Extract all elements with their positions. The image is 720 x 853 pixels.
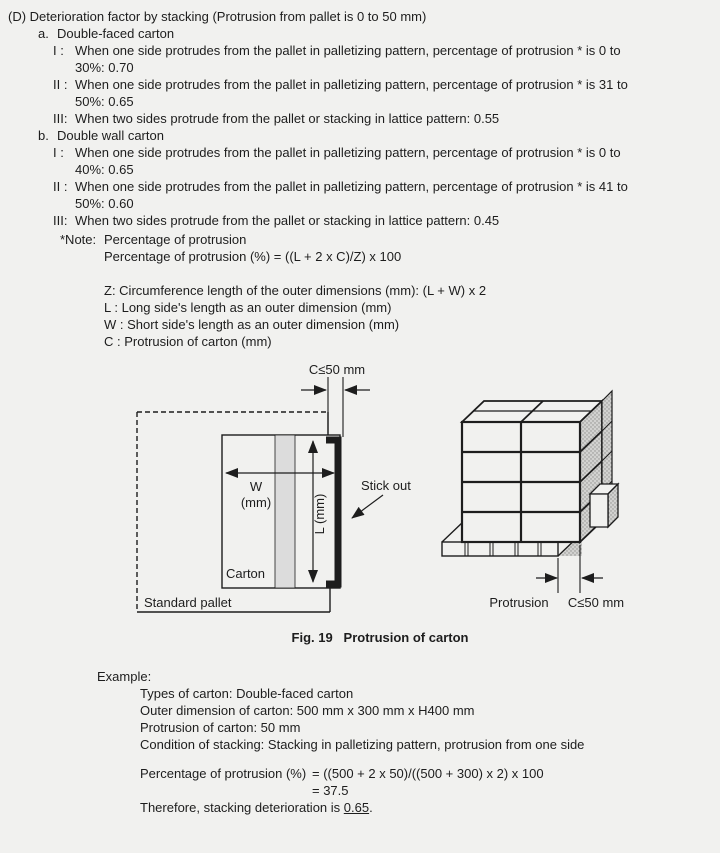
item-b-title: Double wall carton [57, 128, 164, 143]
w-unit-label: (mm) [240, 495, 272, 510]
example-lines [140, 685, 697, 753]
note-label: *Note: [60, 232, 97, 247]
clause-a3-line1: When two sides protrude from the pallet or stacking in lattice pattern: 0.55 [75, 111, 500, 126]
clause-b3-num: III: [53, 213, 68, 228]
example-line-protrusion: Protrusion of carton: 50 mm [140, 720, 301, 735]
clause-a1-line1: When one side protrudes from the pallet in palletizing pattern, percentage of protrusion * is 0 to [75, 43, 621, 58]
clause-a3-text [75, 110, 712, 127]
example-line-condition: Condition of stacking: Stacking in palletizing pattern, protrusion from one side [140, 737, 585, 752]
pallet-left-diagonal [442, 521, 464, 542]
standard-pallet-label: Standard pallet [144, 595, 232, 610]
clause-a1 [53, 42, 712, 76]
clause-a2-line2: 50%: 0.65 [75, 94, 134, 109]
clause-b1-text [75, 144, 712, 178]
section-d-heading: (D) Deterioration factor by stacking (Protrusion from pallet is 0 to 50 mm) [8, 9, 427, 24]
carton-stripe [275, 435, 295, 588]
clause-b1-line2: 40%: 0.65 [75, 162, 134, 177]
stickout-pointer-arrow [352, 495, 383, 518]
protruding-box-front [590, 494, 608, 527]
protrusion-label: Protrusion [489, 595, 549, 610]
l-label: L (mm) [312, 493, 327, 535]
clause-a1-num: I : [53, 43, 64, 58]
example-line-types: Types of carton: Double-faced carton [140, 686, 354, 701]
clause-b1-line1: When one side protrudes from the pallet in palletizing pattern, percentage of protrusion * is 0 to [75, 145, 621, 160]
clause-a3 [53, 110, 712, 127]
calc-label: Percentage of protrusion (%) [140, 766, 307, 781]
item-a-heading [0, 25, 712, 42]
note-def-w: W : Short side's length as an outer dimension (mm) [104, 317, 400, 332]
clause-b2-num: II : [53, 179, 68, 194]
clause-a1-text [75, 42, 712, 76]
conclusion-value: 0.65 [343, 800, 370, 815]
clause-a2-num: II : [53, 77, 68, 92]
clause-a1-line2: 30%: 0.70 [75, 60, 134, 75]
calc-row-1 [140, 765, 697, 782]
note-def-c: C : Protrusion of carton (mm) [104, 334, 272, 349]
clause-b2-text [75, 178, 712, 212]
carton-label: Carton [226, 566, 266, 581]
calc-label-spacer [140, 782, 312, 799]
figure-19 [0, 355, 720, 624]
clause-b1 [53, 144, 712, 178]
note-def-z: Z: Circumference length of the outer dimensions (mm): (L + W) x 2 [104, 283, 487, 298]
note-block [60, 231, 486, 350]
note-def-l: L : Long side's length as an outer dimension (mm) [104, 300, 392, 315]
calc-result: = 37.5 [312, 783, 349, 798]
figure-caption: Fig. 19 Protrusion of carton [291, 630, 469, 645]
item-b-label: b. [38, 128, 49, 143]
isometric-stack-diagram [442, 391, 618, 593]
stickout-wall [326, 440, 338, 584]
note-spacer [104, 265, 486, 282]
stickout-label: Stick out [361, 478, 411, 493]
clause-b3-line1: When two sides protrude from the pallet or stacking in lattice pattern: 0.45 [75, 213, 500, 228]
clause-b1-num: I : [53, 145, 64, 160]
example-line-dimension: Outer dimension of carton: 500 mm x 300 mm x H400 mm [140, 703, 475, 718]
clause-b2-line2: 50%: 0.60 [75, 196, 134, 211]
conclusion-line [140, 799, 697, 816]
note-formula: Percentage of protrusion (%) = ((L + 2 x C)/Z) x 100 [104, 249, 402, 264]
item-a-label: a. [38, 26, 49, 41]
note-line1: Percentage of protrusion [104, 232, 247, 247]
item-a-title: Double-faced carton [57, 26, 175, 41]
c-dim-label: C≤50 mm [308, 362, 366, 377]
clause-b3 [53, 212, 712, 229]
protrusion-c-dim-label: C≤50 mm [567, 595, 625, 610]
clause-b3-text [75, 212, 712, 229]
item-b-heading [0, 127, 712, 144]
example-gap [97, 753, 697, 765]
section-d [0, 8, 712, 229]
clause-a2-text [75, 76, 712, 110]
clause-b2-line1: When one side protrudes from the pallet in palletizing pattern, percentage of protrusion * is 41 to [75, 179, 628, 194]
clause-a2 [53, 76, 712, 110]
example-block [97, 668, 697, 816]
example-heading: Example: [97, 669, 152, 684]
note-content [104, 231, 486, 350]
clause-b2 [53, 178, 712, 212]
calc-equation: = ((500 + 2 x 50)/((500 + 300) x 2) x 100 [312, 766, 544, 781]
clause-a2-line1: When one side protrudes from the pallet in palletizing pattern, percentage of protrusion * is 31 to [75, 77, 628, 92]
conclusion-suffix: . [369, 800, 373, 815]
w-label: W [249, 479, 263, 494]
conclusion-prefix: Therefore, stacking deterioration is [140, 800, 344, 815]
clause-a3-num: III: [53, 111, 68, 126]
figure-19-drawing [0, 355, 720, 620]
calc-row-2 [140, 782, 697, 799]
